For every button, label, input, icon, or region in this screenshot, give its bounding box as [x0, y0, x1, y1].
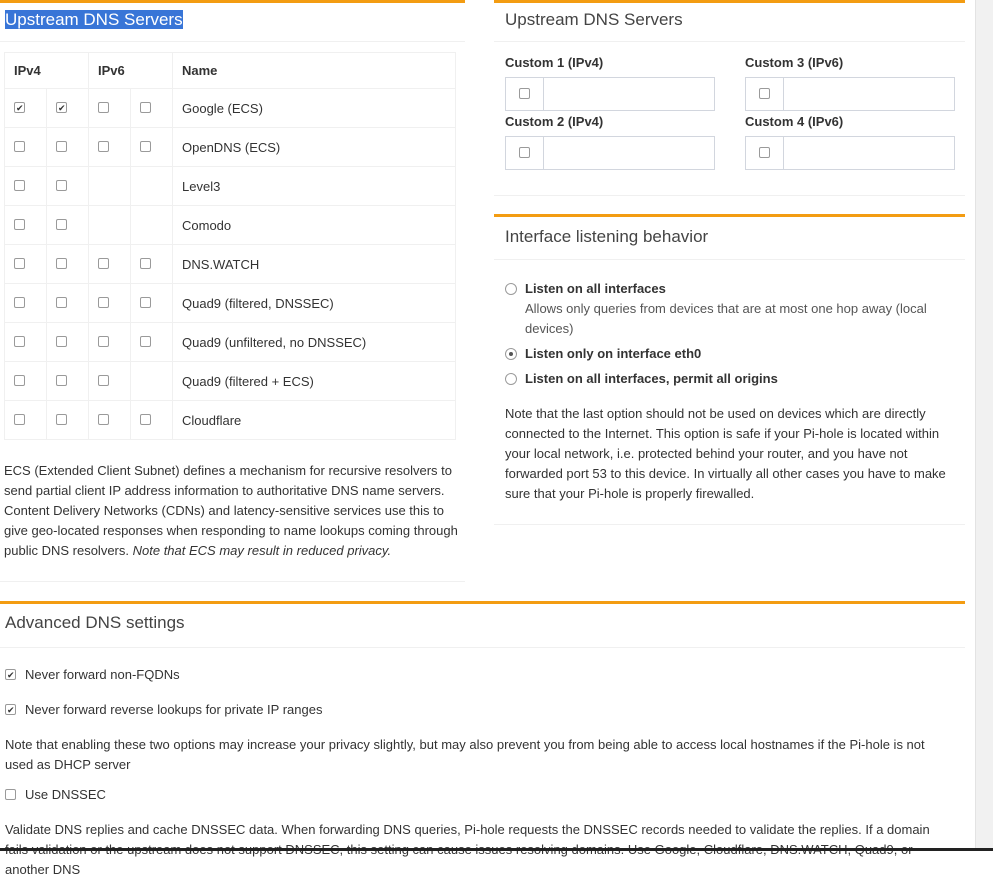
- checkbox-cell: [89, 401, 131, 440]
- checkbox-cell: [47, 284, 89, 323]
- checkbox-cell: [89, 245, 131, 284]
- ecs-note-italic: Note that ECS may result in reduced privacy.: [132, 543, 392, 558]
- upstream-left-box-border: [0, 0, 465, 3]
- checkbox-cell: [89, 128, 131, 167]
- custom2-addon: [506, 137, 544, 169]
- custom3-addon: [746, 78, 784, 110]
- server-name: Level3: [173, 167, 456, 206]
- ipv6-checkbox-2[interactable]: [140, 102, 151, 113]
- table-row: [5, 323, 456, 362]
- ipv6-checkbox-1[interactable]: [98, 141, 109, 152]
- checkbox-cell: [5, 89, 47, 128]
- table-header-row: [5, 53, 456, 89]
- checkbox-cell: [5, 206, 47, 245]
- checkbox-cell: [47, 206, 89, 245]
- checkbox-cell: [5, 128, 47, 167]
- ipv4-checkbox-1[interactable]: [14, 336, 25, 347]
- table-row: [5, 89, 456, 128]
- checkbox-cell: [47, 167, 89, 206]
- listen-all-description: Allows only queries from devices that are at most one hop away (local devices): [525, 301, 927, 336]
- ipv4-checkbox-2[interactable]: [56, 219, 67, 230]
- custom1-label: Custom 1 (IPv4): [505, 55, 604, 70]
- checkbox-cell: [47, 323, 89, 362]
- listen-eth0-label[interactable]: Listen only on interface eth0: [525, 346, 702, 361]
- checkbox-cell: [131, 284, 173, 323]
- checkbox-cell: [89, 167, 131, 206]
- ipv4-checkbox-1[interactable]: [14, 414, 25, 425]
- table-row: [5, 245, 456, 284]
- checkbox-cell: [131, 323, 173, 362]
- checkbox-cell: [131, 401, 173, 440]
- never-forward-fqdn-checkbox[interactable]: [5, 669, 16, 680]
- custom2-input-group: [505, 136, 715, 170]
- listen-permit-all-label[interactable]: Listen on all interfaces, permit all origins: [525, 371, 778, 386]
- upstream-left-title-text: Upstream DNS Servers: [5, 10, 183, 29]
- upstream-left-footer-divider: [0, 581, 465, 582]
- checkbox-cell: [5, 362, 47, 401]
- ipv4-checkbox-2[interactable]: [56, 102, 67, 113]
- custom2-label: Custom 2 (IPv4): [505, 114, 604, 129]
- ipv4-checkbox-2[interactable]: [56, 141, 67, 152]
- page-scrollbar[interactable]: [975, 0, 993, 851]
- upstream-right-title: Upstream DNS Servers: [505, 10, 683, 29]
- interface-box-border: [494, 214, 965, 217]
- ipv6-checkbox-1[interactable]: [98, 414, 109, 425]
- custom4-label: Custom 4 (IPv6): [745, 114, 844, 129]
- server-name: Comodo: [173, 206, 456, 245]
- ipv4-checkbox-2[interactable]: [56, 258, 67, 269]
- checkbox-cell: [89, 362, 131, 401]
- checkbox-cell: [47, 401, 89, 440]
- upstream-right-box-border: [494, 0, 965, 3]
- checkbox-cell: [89, 206, 131, 245]
- listen-permit-all-radio[interactable]: [505, 373, 517, 385]
- ipv4-checkbox-1[interactable]: [14, 102, 25, 113]
- ecs-note-text: ECS (Extended Client Subnet) defines a mechanism for recursive resolvers to send partial client IP address information to authoritative DNS name servers. Content Delivery Networks (CDNs) and latency-sensitive services use this to give geo-located responses when responding to name lookups coming through public DNS resolvers.: [4, 463, 458, 558]
- interface-title: Interface listening behavior: [505, 227, 709, 246]
- custom4-addon: [746, 137, 784, 169]
- checkbox-cell: [5, 401, 47, 440]
- ipv4-checkbox-2[interactable]: [56, 414, 67, 425]
- checkbox-cell: [131, 206, 173, 245]
- advanced-header-divider: [0, 647, 965, 648]
- custom1-checkbox[interactable]: [519, 88, 530, 99]
- never-forward-fqdn-label[interactable]: Never forward non-FQDNs: [25, 667, 180, 682]
- checkbox-cell: [89, 284, 131, 323]
- interface-footer-divider: [494, 524, 965, 525]
- ipv6-checkbox-2[interactable]: [140, 297, 151, 308]
- ipv4-checkbox-1[interactable]: [14, 297, 25, 308]
- ipv4-checkbox-1[interactable]: [14, 375, 25, 386]
- ipv6-checkbox-1[interactable]: [98, 375, 109, 386]
- custom2-input[interactable]: [545, 137, 714, 169]
- custom1-input-group: [505, 77, 715, 111]
- custom4-checkbox[interactable]: [759, 147, 770, 158]
- interface-header-divider: [494, 259, 965, 260]
- server-name: Quad9 (filtered + ECS): [173, 362, 456, 401]
- use-dnssec-checkbox[interactable]: [5, 789, 16, 800]
- ipv6-header: IPv6: [89, 53, 173, 89]
- ipv6-checkbox-2[interactable]: [140, 414, 151, 425]
- checkbox-cell: [131, 362, 173, 401]
- custom3-label: Custom 3 (IPv6): [745, 55, 844, 70]
- checkbox-cell: [89, 89, 131, 128]
- use-dnssec-label[interactable]: Use DNSSEC: [25, 787, 106, 802]
- custom4-input[interactable]: [785, 137, 954, 169]
- custom3-checkbox[interactable]: [759, 88, 770, 99]
- checkbox-cell: [47, 89, 89, 128]
- custom1-addon: [506, 78, 544, 110]
- table-row: [5, 206, 456, 245]
- ecs-note: [4, 461, 459, 561]
- checkbox-cell: [5, 323, 47, 362]
- dnssec-note: Validate DNS replies and cache DNSSEC data. When forwarding DNS queries, Pi-hole requests the DNSSEC records needed to validate the replies. If a domain another DNS: [5, 822, 930, 877]
- checkbox-cell: [131, 128, 173, 167]
- ipv4-checkbox-1[interactable]: [14, 258, 25, 269]
- advanced-box-border: [0, 601, 965, 604]
- interface-note: Note that the last option should not be used on devices which are directly connected to the Internet. This option is safe if your Pi-hole is located within your local network, i.e. protected behind your router, and you have not forwarded port 53 to this device. In virtually all other cases you have to make sure that your Pi-hole is properly firewalled.: [505, 406, 946, 501]
- upstream-left-header-divider: [0, 41, 465, 42]
- custom3-input[interactable]: [785, 78, 954, 110]
- ipv6-checkbox-2[interactable]: [140, 141, 151, 152]
- table-row: [5, 284, 456, 323]
- custom2-checkbox[interactable]: [519, 147, 530, 158]
- never-forward-bogus-label[interactable]: Never forward reverse lookups for private IP ranges: [25, 702, 323, 717]
- upstream-dns-table-body: [5, 89, 456, 440]
- table-row: [5, 401, 456, 440]
- server-name: Quad9 (filtered, DNSSEC): [173, 284, 456, 323]
- table-row: [5, 167, 456, 206]
- ipv4-checkbox-2[interactable]: [56, 297, 67, 308]
- checkbox-cell: [47, 362, 89, 401]
- ipv4-header: IPv4: [5, 53, 89, 89]
- ipv4-checkbox-2[interactable]: [56, 336, 67, 347]
- table-row: [5, 362, 456, 401]
- ipv4-checkbox-1[interactable]: [14, 180, 25, 191]
- checkbox-cell: [131, 245, 173, 284]
- ipv6-checkbox-1[interactable]: [98, 258, 109, 269]
- upstream-dns-table: [4, 52, 456, 440]
- server-name: Google (ECS): [173, 89, 456, 128]
- checkbox-cell: [131, 167, 173, 206]
- ipv6-checkbox-1[interactable]: [98, 297, 109, 308]
- ipv6-checkbox-1[interactable]: [98, 336, 109, 347]
- checkbox-cell: [5, 284, 47, 323]
- checkbox-cell: [47, 128, 89, 167]
- checkbox-cell: [47, 245, 89, 284]
- ipv4-checkbox-1[interactable]: [14, 141, 25, 152]
- ipv6-checkbox-2[interactable]: [140, 336, 151, 347]
- custom1-input[interactable]: [545, 78, 714, 110]
- checkbox-cell: [5, 245, 47, 284]
- server-name: DNS.WATCH: [173, 245, 456, 284]
- privacy-note: Note that enabling these two options may increase your privacy slightly, but may also prevent you from being able to access local hostnames if the Pi-hole is not used as DHCP server: [5, 737, 925, 772]
- advanced-title: Advanced DNS settings: [5, 613, 185, 632]
- ipv6-checkbox-1[interactable]: [98, 102, 109, 113]
- ipv4-checkbox-2[interactable]: [56, 375, 67, 386]
- server-name: Quad9 (unfiltered, no DNSSEC): [173, 323, 456, 362]
- checkbox-cell: [131, 89, 173, 128]
- upstream-left-title: [5, 10, 183, 30]
- upstream-right-header-divider: [494, 41, 965, 42]
- listen-all-label[interactable]: Listen on all interfaces: [525, 281, 666, 296]
- custom4-input-group: [745, 136, 955, 170]
- ipv6-checkbox-2[interactable]: [140, 258, 151, 269]
- listen-all-radio[interactable]: [505, 283, 517, 295]
- never-forward-bogus-checkbox[interactable]: [5, 704, 16, 715]
- checkbox-cell: [89, 323, 131, 362]
- custom3-input-group: [745, 77, 955, 111]
- ipv4-checkbox-1[interactable]: [14, 219, 25, 230]
- server-name: OpenDNS (ECS): [173, 128, 456, 167]
- name-header: Name: [173, 53, 456, 89]
- checkbox-cell: [5, 167, 47, 206]
- table-row: [5, 128, 456, 167]
- ipv4-checkbox-2[interactable]: [56, 180, 67, 191]
- listen-eth0-radio[interactable]: [505, 348, 517, 360]
- server-name: Cloudflare: [173, 401, 456, 440]
- upstream-right-footer-divider: [494, 195, 965, 196]
